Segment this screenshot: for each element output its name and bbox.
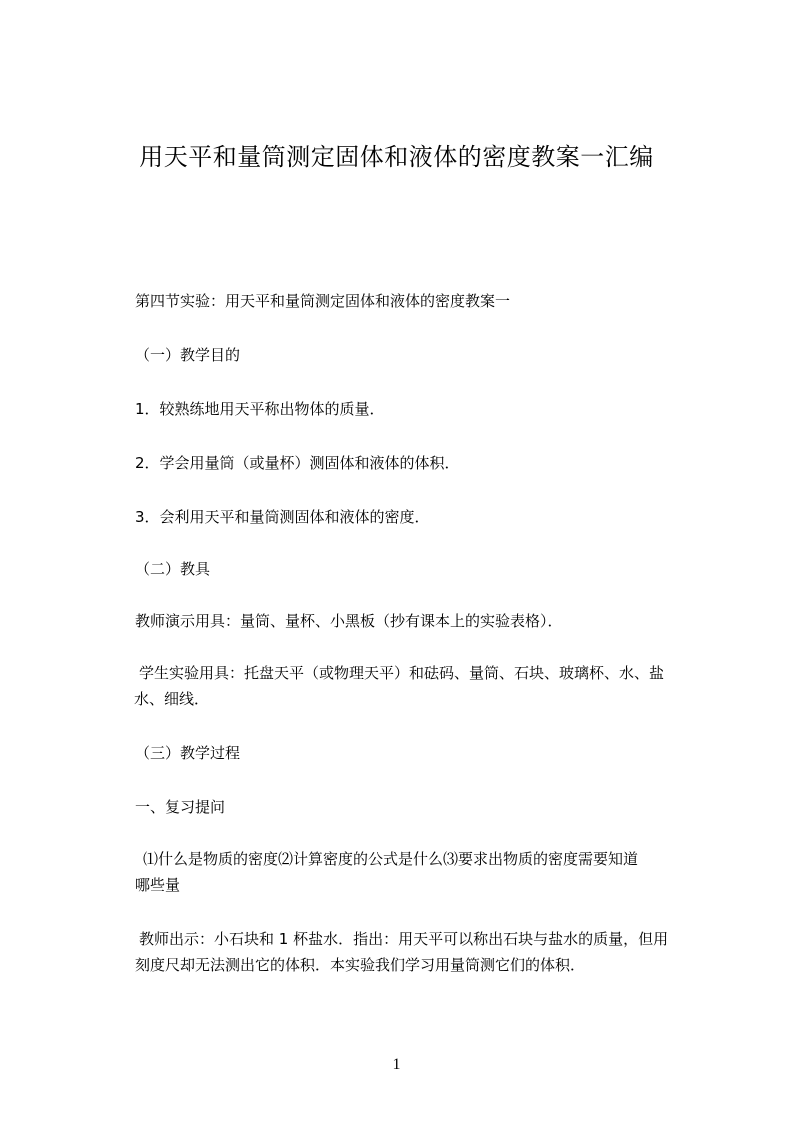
review-heading: 一、复习提问 bbox=[135, 798, 226, 816]
teacher-shows-paragraph bbox=[135, 926, 705, 978]
objective-item-1: 1．较熟练地用天平称出物体的质量． bbox=[135, 400, 385, 418]
subsection-heading-objectives: （一）教学目的 bbox=[135, 346, 241, 364]
document-title: 用天平和量筒测定固体和液体的密度教案一汇编 bbox=[139, 143, 654, 171]
subsection-heading-process: （三）教学过程 bbox=[135, 744, 241, 762]
review-questions-paragraph bbox=[135, 846, 705, 898]
student-tools-line-1: 学生实验用具：托盘天平（或物理天平）和砝码、量筒、石块、玻璃杯、水、盐 bbox=[139, 664, 665, 682]
section-heading: 第四节实验：用天平和量筒测定固体和液体的密度教案一 bbox=[135, 292, 511, 310]
teacher-shows-line-1: 教师出示：小石块和 1 杯盐水．指出：用天平可以称出石块与盐水的质量，但用 bbox=[139, 930, 669, 948]
objective-item-3: 3．会利用天平和量筒测固体和液体的密度． bbox=[135, 508, 430, 526]
review-questions-line-2: 哪些量 bbox=[135, 876, 181, 894]
review-questions-line-1: ⑴什么是物质的密度⑵计算密度的公式是什么⑶要求出物质的密度需要知道 bbox=[143, 850, 639, 868]
student-tools-line-2: 水、细线． bbox=[134, 690, 210, 708]
teacher-tools-paragraph: 教师演示用具：量筒、量杯、小黑板（抄有课本上的实验表格）． bbox=[135, 612, 563, 630]
page-number: 1 bbox=[392, 1056, 401, 1073]
student-tools-paragraph bbox=[135, 660, 705, 712]
teacher-shows-line-2: 刻度尺却无法测出它的体积．本实验我们学习用量筒测它们的体积． bbox=[135, 956, 586, 974]
objective-item-2: 2．学会用量筒（或量杯）测固体和液体的体积． bbox=[135, 454, 460, 472]
subsection-heading-tools: （二）教具 bbox=[135, 560, 211, 578]
